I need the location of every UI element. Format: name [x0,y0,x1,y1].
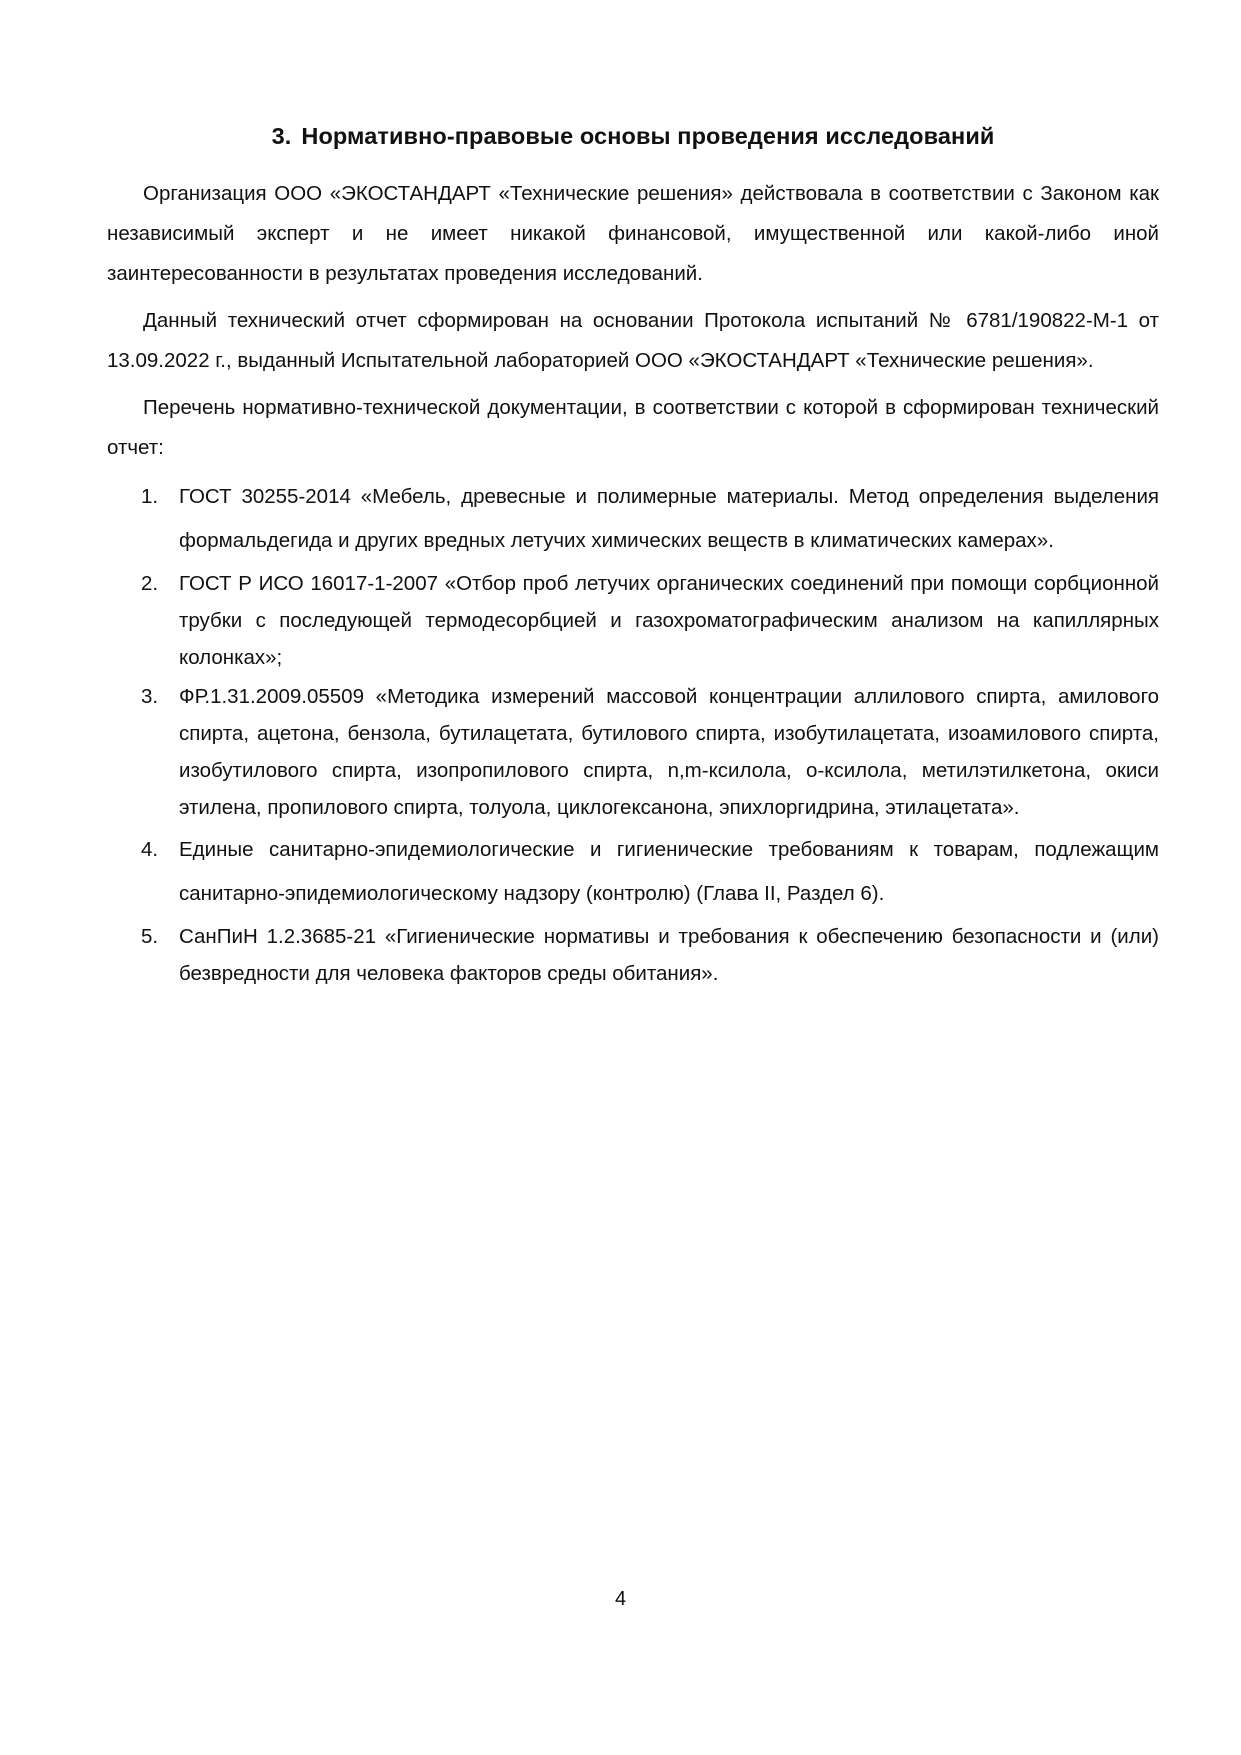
reference-text: ГОСТ Р ИСО 16017-1-2007 «Отбор проб летучих органических соединений при помощи сорбционной трубки с последующей термодесорбцией и газохроматографическим анализом на капиллярных колонках»; [179,572,1159,669]
reference-text: Единые санитарно-эпидемиологические и гигиенические требованиям к товарам, подлежащим санитарно-эпидемиологическому надзору (контролю) (Глава II, Раздел 6). [179,838,1159,905]
reference-number: 5. [141,925,159,948]
paragraph-basis: Данный технический отчет сформирован на основании Протокола испытаний № 6781/190822-М-1 от 13.09.2022 г., выданный Испытательной лабораторией ООО «ЭКОСТАНДАРТ «Технические решения». [107,309,1159,372]
reference-number: 1. [141,485,159,508]
page-content [107,118,1159,994]
reference-item [141,565,1159,676]
page-number: 4 [614,1588,627,1610]
reference-number: 3. [141,685,159,708]
reference-item [141,678,1159,826]
reference-item [141,918,1159,992]
paragraph-documentation-intro: Перечень нормативно-технической документации, в соответствии с которой в сформирован технический отчет: [107,396,1159,459]
reference-number: 4. [141,838,159,861]
reference-item [141,828,1159,916]
section-title: Нормативно-правовые основы проведения исследований [301,123,995,149]
reference-text: СанПиН 1.2.3685-21 «Гигиенические нормативы и требования к обеспечению безопасности и (или) безвредности для человека факторов среды обитания». [179,925,1159,985]
section-heading [107,118,1159,154]
reference-list [107,475,1159,992]
paragraph-independence: Организация ООО «ЭКОСТАНДАРТ «Технические решения» действовала в соответствии с Законом как независимый эксперт и не имеет никакой финансовой, имущественной или какой-либо иной заинтересованности в результатах проведения исследований. [107,182,1159,285]
reference-item [141,475,1159,563]
reference-text: ФР.1.31.2009.05509 «Методика измерений массовой концентрации аллилового спирта, амилового спирта, ацетона, бензола, бутилацетата, бутилового спирта, изобутилацетата, изоамилового спирта, изобутилового спирта, изопропилового спирта, n,m-ксилола, о-ксилола, метилэтилкетона, окиси этилена, пропилового спирта, толуола, циклогексанона, эпихлоргидрина, этилацетата». [179,685,1159,819]
reference-number: 2. [141,572,159,595]
section-number: 3. [271,123,292,149]
reference-text: ГОСТ 30255-2014 «Мебель, древесные и полимерные материалы. Метод определения выделения формальдегида и других вредных летучих химических веществ в климатических камерах». [179,485,1159,552]
